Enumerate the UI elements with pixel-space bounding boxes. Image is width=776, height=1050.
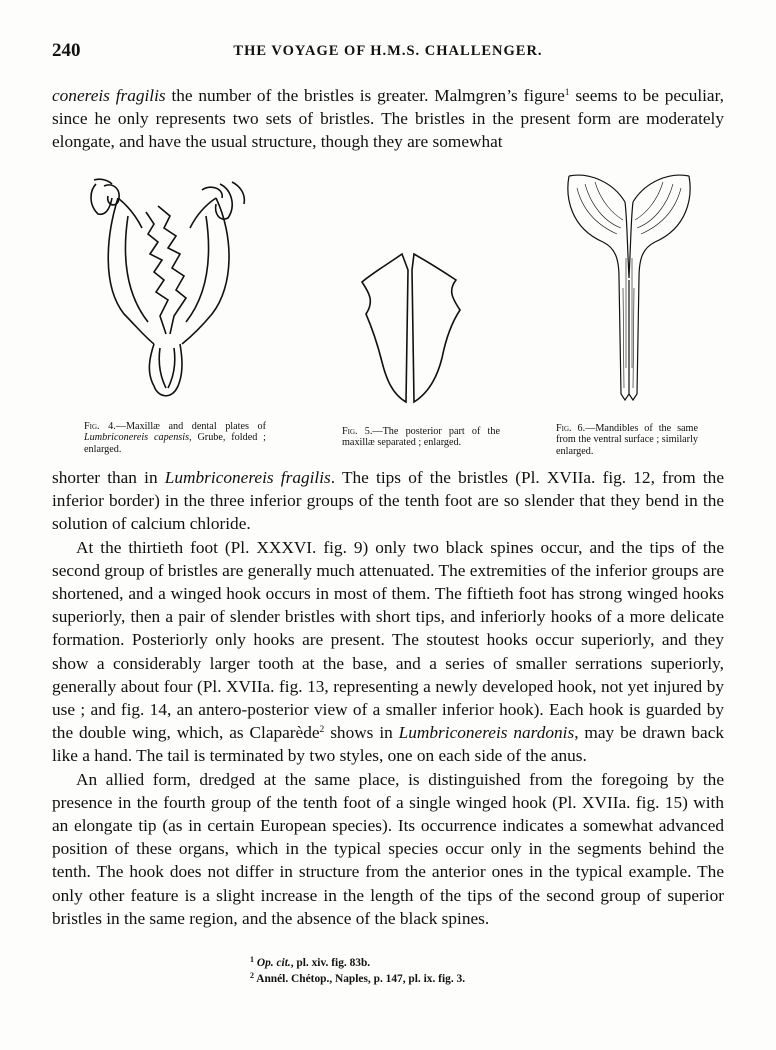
running-title: THE VOYAGE OF H.M.S. CHALLENGER.	[233, 43, 543, 59]
figure-4-caption	[84, 421, 266, 455]
text-run: . The tips of the bristles (Pl. XVIIa. fig. 12, from the inferior border) in the three inferior groups of the tenth foot are so slender that they bend in the solution of calcium chloride.	[52, 468, 724, 534]
footnote-italic: Op. cit.	[256, 957, 291, 969]
footnote	[250, 955, 465, 971]
species-name: Lumbriconereis capensis	[84, 432, 190, 444]
species-name: Lumbriconereis fragilis	[164, 468, 331, 487]
page-number: 240	[52, 40, 81, 61]
paragraph	[52, 536, 724, 768]
footnote-text: , pl. xiv. fig. 83b.	[290, 957, 371, 969]
footnote-mark: 2	[250, 971, 254, 980]
footnote-text: Annél. Chétop., Naples, p. 147, pl. ix. fig. 3.	[256, 973, 466, 985]
text-run: shorter than in	[52, 468, 165, 487]
text-run: seems to be peculiar, since he only represents two sets of bristles. The bristles in the present form are moderately elongate, and have the usual structure, though they are somewhat	[52, 86, 724, 152]
caption-text: , Grube, folded ; enlarged.	[84, 432, 266, 455]
caption-text: —Maxillæ and dental plates of	[115, 421, 266, 432]
paragraph	[52, 768, 724, 930]
paragraph	[52, 466, 724, 536]
species-name: conereis fragilis	[52, 86, 166, 105]
text-run: the number of the bristles is greater. Malmgren’s figure	[165, 86, 565, 105]
figure-5-maxillae-posterior	[352, 250, 468, 408]
footnotes	[250, 955, 465, 987]
figure-label: Fig. 5.	[342, 426, 373, 437]
intro-paragraph	[52, 84, 724, 154]
text-run: shows in	[324, 723, 399, 743]
species-name: Lumbriconereis nardonis	[398, 723, 575, 743]
text-run: , may be drawn back like a hand. The tail is terminated by two styles, one on each side of the anus.	[52, 723, 725, 766]
footnote	[250, 971, 465, 987]
figure-6-mandibles	[563, 168, 695, 404]
footnote-mark: 1	[250, 955, 254, 964]
page-header	[52, 40, 724, 66]
text-run: At the thirtieth foot (Pl. XXXVI. fig. 9) only two black spines occur, and the tips of the second group of bristles are generally much attenuated. The extremities of the inferior groups are shortened, and a winged hook occurs in most of them. The fiftieth foot has strong winged hooks superiorly, then a pair of slender bristles with short tips, and inferiorly hooks of a more delicate formation. Posteriorly only hooks are present. The stoutest hooks occur superiorly, and they show a considerably larger tooth at the base, and a series of smaller serrations superiorly, generally about four (Pl. XVIIa. fig. 13, representing a newly developed hook, not yet injured by use ; and fig. 14, an antero-posterior view of a smaller inferior hook). Each hook is guarded by the double wing, which, as Claparède	[52, 537, 724, 743]
figure-5-caption	[342, 426, 500, 449]
figure-6-caption	[556, 423, 698, 457]
footnote-ref: 1	[564, 88, 570, 98]
footnote-ref: 2	[319, 725, 325, 736]
figure-label: Fig. 6.	[556, 423, 586, 434]
caption-text: —The posterior part of the maxillæ separated ; enlarged.	[342, 426, 500, 449]
caption-text: —Mandibles of the same from the ventral surface ; similarly enlarged.	[556, 423, 698, 457]
text-run: An allied form, dredged at the same place, is distinguished from the foregoing by the presence in the fourth group of the tenth foot of a single winged hook (Pl. XVIIa. fig. 15) with an elongate tip (as in certain European species). Its occurrence indicates a somewhat advanced position of these organs, which in the typical species occur only in the segments behind the tenth. The hook does not differ in structure from the anterior ones in the typical example. The only other feature is a slight increase in the length of the tips of the second group of superior bristles in the same region, and the absence of the black spines.	[52, 769, 724, 928]
figure-label: Fig. 4.	[84, 421, 116, 432]
figure-4-maxillae	[84, 176, 260, 411]
body-paragraphs	[52, 466, 724, 930]
